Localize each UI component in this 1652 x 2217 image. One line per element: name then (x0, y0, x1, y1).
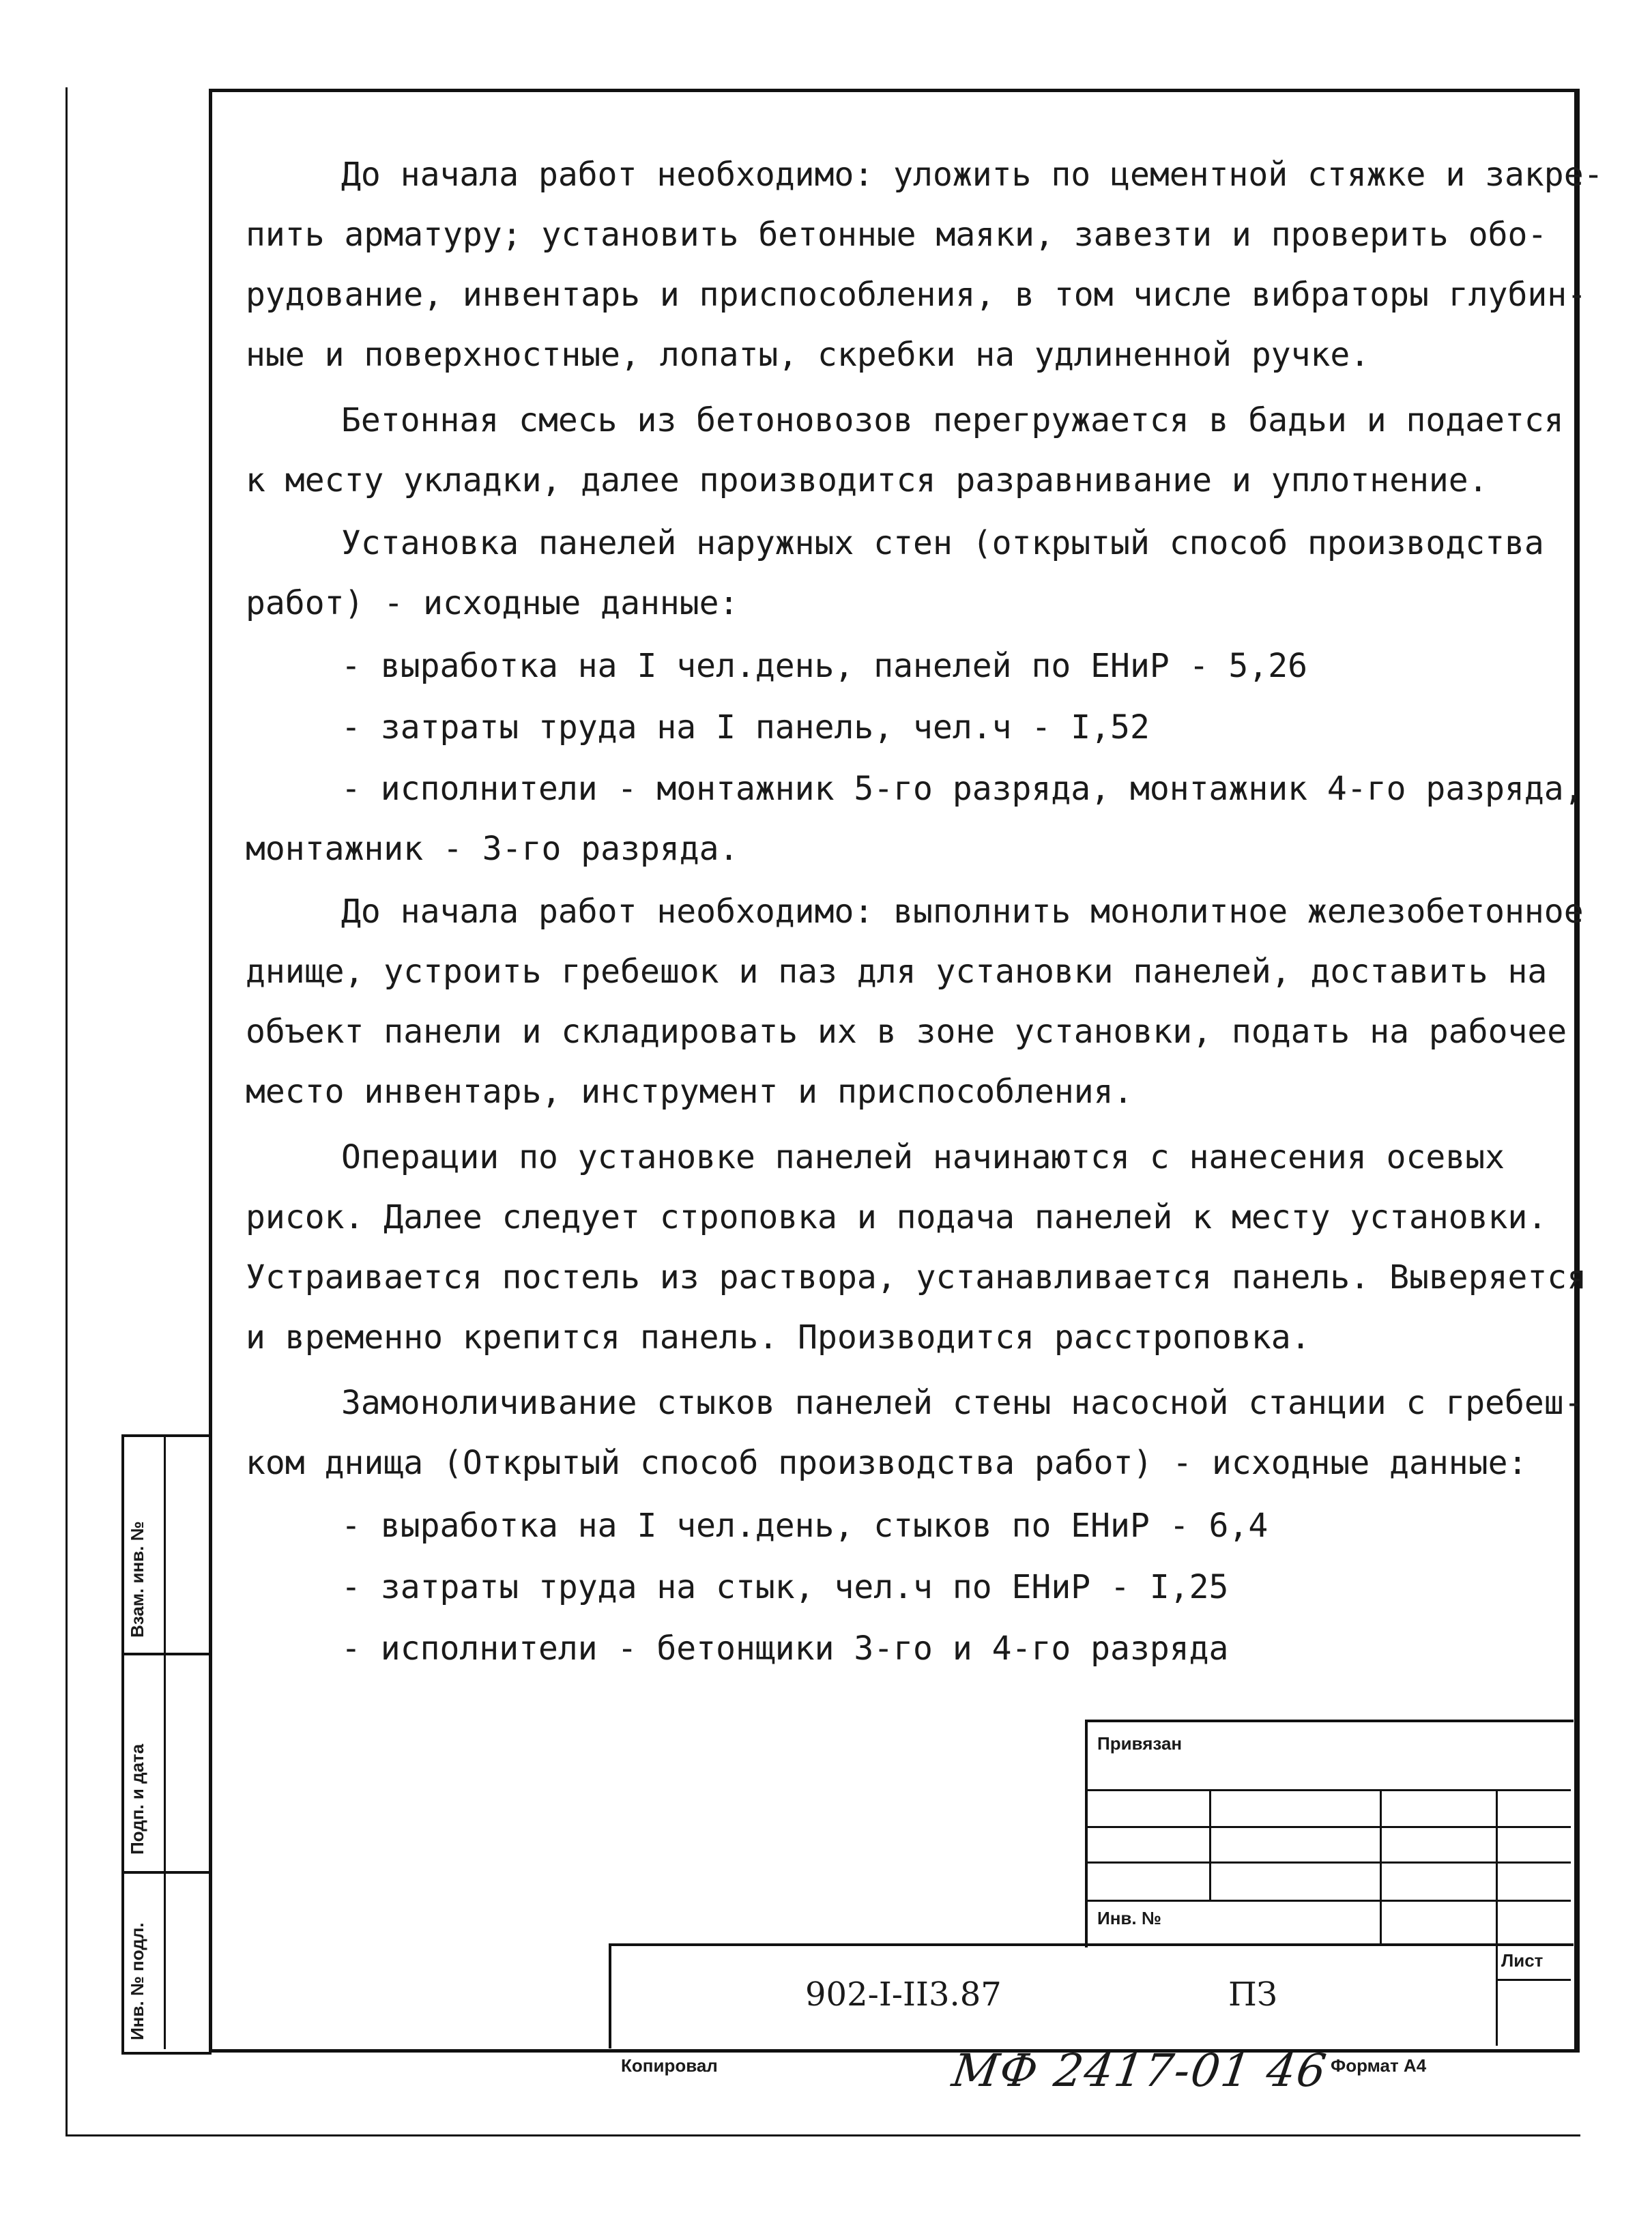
list-item (246, 1557, 1542, 1617)
text-line: пить арматуру; установить бетонные маяки, завезти и проверить обо- (246, 216, 1548, 254)
stamp-list-label: Лист (1501, 1950, 1544, 1971)
stamp-hline (1085, 1789, 1571, 1791)
outer-left-line (66, 87, 68, 2134)
section-code: ПЗ (1228, 1975, 1277, 2014)
title-block-hline (1496, 1979, 1571, 1981)
paragraph-3 (246, 513, 1542, 633)
list-item (246, 697, 1542, 757)
paragraph-1 (246, 145, 1604, 385)
text-line: - выработка на I чел.день, стыков по ЕНиР - 6,4 (341, 1507, 1269, 1545)
text-line: Операции по установке панелей начинаются с нанесения осевых (341, 1138, 1505, 1176)
text-line: Бетонная смесь из бетоновозов перегружается в бадьи и подается (341, 401, 1564, 439)
text-line: объект панели и складировать их в зоне установки, подать на рабочее (246, 1013, 1567, 1051)
footer-format: Формат А4 (1331, 2055, 1427, 2076)
text-line: Установка панелей наружных стен (открытый способ производства (341, 524, 1544, 562)
text-line: рисок. Далее следует строповка и подача панелей к месту установки. (246, 1198, 1548, 1236)
text-line: - выработка на I чел.день, панелей по ЕНиР - 5,26 (341, 647, 1308, 685)
stamp-privyazan-label: Привязан (1097, 1733, 1183, 1754)
text-line: До начала работ необходимо: уложить по цементной стяжке и закре- (341, 156, 1604, 194)
title-block-vline (1496, 1943, 1498, 2046)
stamp-vline (1209, 1789, 1211, 1901)
text-line: днище, устроить гребешок и паз для установки панелей, доставить на (246, 953, 1548, 991)
stamp-hline (1085, 1900, 1571, 1902)
side-label-vzam: Взам. инв. № (127, 1521, 147, 1638)
paragraph-2 (246, 390, 1564, 510)
outer-bottom-line (66, 2134, 1580, 2136)
footer-kopiroval: Копировал (621, 2055, 718, 2076)
stamp-hline (1085, 1861, 1571, 1864)
text-line: - исполнители - монтажник 5-го разряда, монтажник 4-го разряда, (341, 770, 1584, 808)
doc-code: 902-I-II3.87 (805, 1975, 1002, 2014)
text-line: ные и поверхностные, лопаты, скребки на удлиненной ручке. (246, 336, 1370, 374)
side-label-podp: Подп. и дата (127, 1743, 147, 1855)
stamp-vline (1380, 1789, 1382, 1945)
binding-inner-line (164, 1434, 166, 2049)
stamp-hline (1085, 1826, 1571, 1828)
list-item (246, 759, 1584, 879)
text-line: рудование, инвентарь и приспособления, в том числе вибраторы глубин- (246, 276, 1587, 314)
paragraph-5 (246, 1127, 1587, 1367)
text-line: монтажник - 3-го разряда. (246, 830, 739, 868)
text-line: - затраты труда на I панель, чел.ч - I,52 (341, 708, 1150, 747)
list-item (246, 1619, 1542, 1679)
text-line: Замоноличивание стыков панелей стены насосной станции с гребеш- (341, 1384, 1584, 1422)
text-line: - исполнители - бетонщики 3-го и 4-го разряда (341, 1629, 1229, 1668)
text-line: работ) - исходные данные: (246, 584, 739, 622)
text-line: и временно крепится панель. Производится расстроповка. (246, 1318, 1311, 1357)
text-line: к месту укладки, далее производится разравнивание и уплотнение. (246, 461, 1488, 499)
text-line: место инвентарь, инструмент и приспособления. (246, 1073, 1133, 1111)
paragraph-6 (246, 1373, 1584, 1493)
title-block (609, 1943, 1574, 2048)
side-label-inv-podl: Инв. № подл. (127, 1922, 147, 2040)
stamp-inv-no-label: Инв. № (1097, 1908, 1161, 1928)
paragraph-4 (246, 882, 1584, 1122)
text-line: ком днища (Открытый способ производства работ) - исходные данные: (246, 1444, 1528, 1482)
footer-handwritten-mark: МФ 2417-01 46 (948, 2044, 1331, 2097)
text-line: Устраивается постель из раствора, устанавливается панель. Выверяется (246, 1258, 1587, 1296)
list-item (246, 636, 1542, 696)
text-line: - затраты труда на стык, чел.ч по ЕНиР - I,25 (341, 1568, 1229, 1606)
list-item (246, 1496, 1542, 1556)
text-line: До начала работ необходимо: выполнить монолитное железобетонное (341, 893, 1584, 931)
